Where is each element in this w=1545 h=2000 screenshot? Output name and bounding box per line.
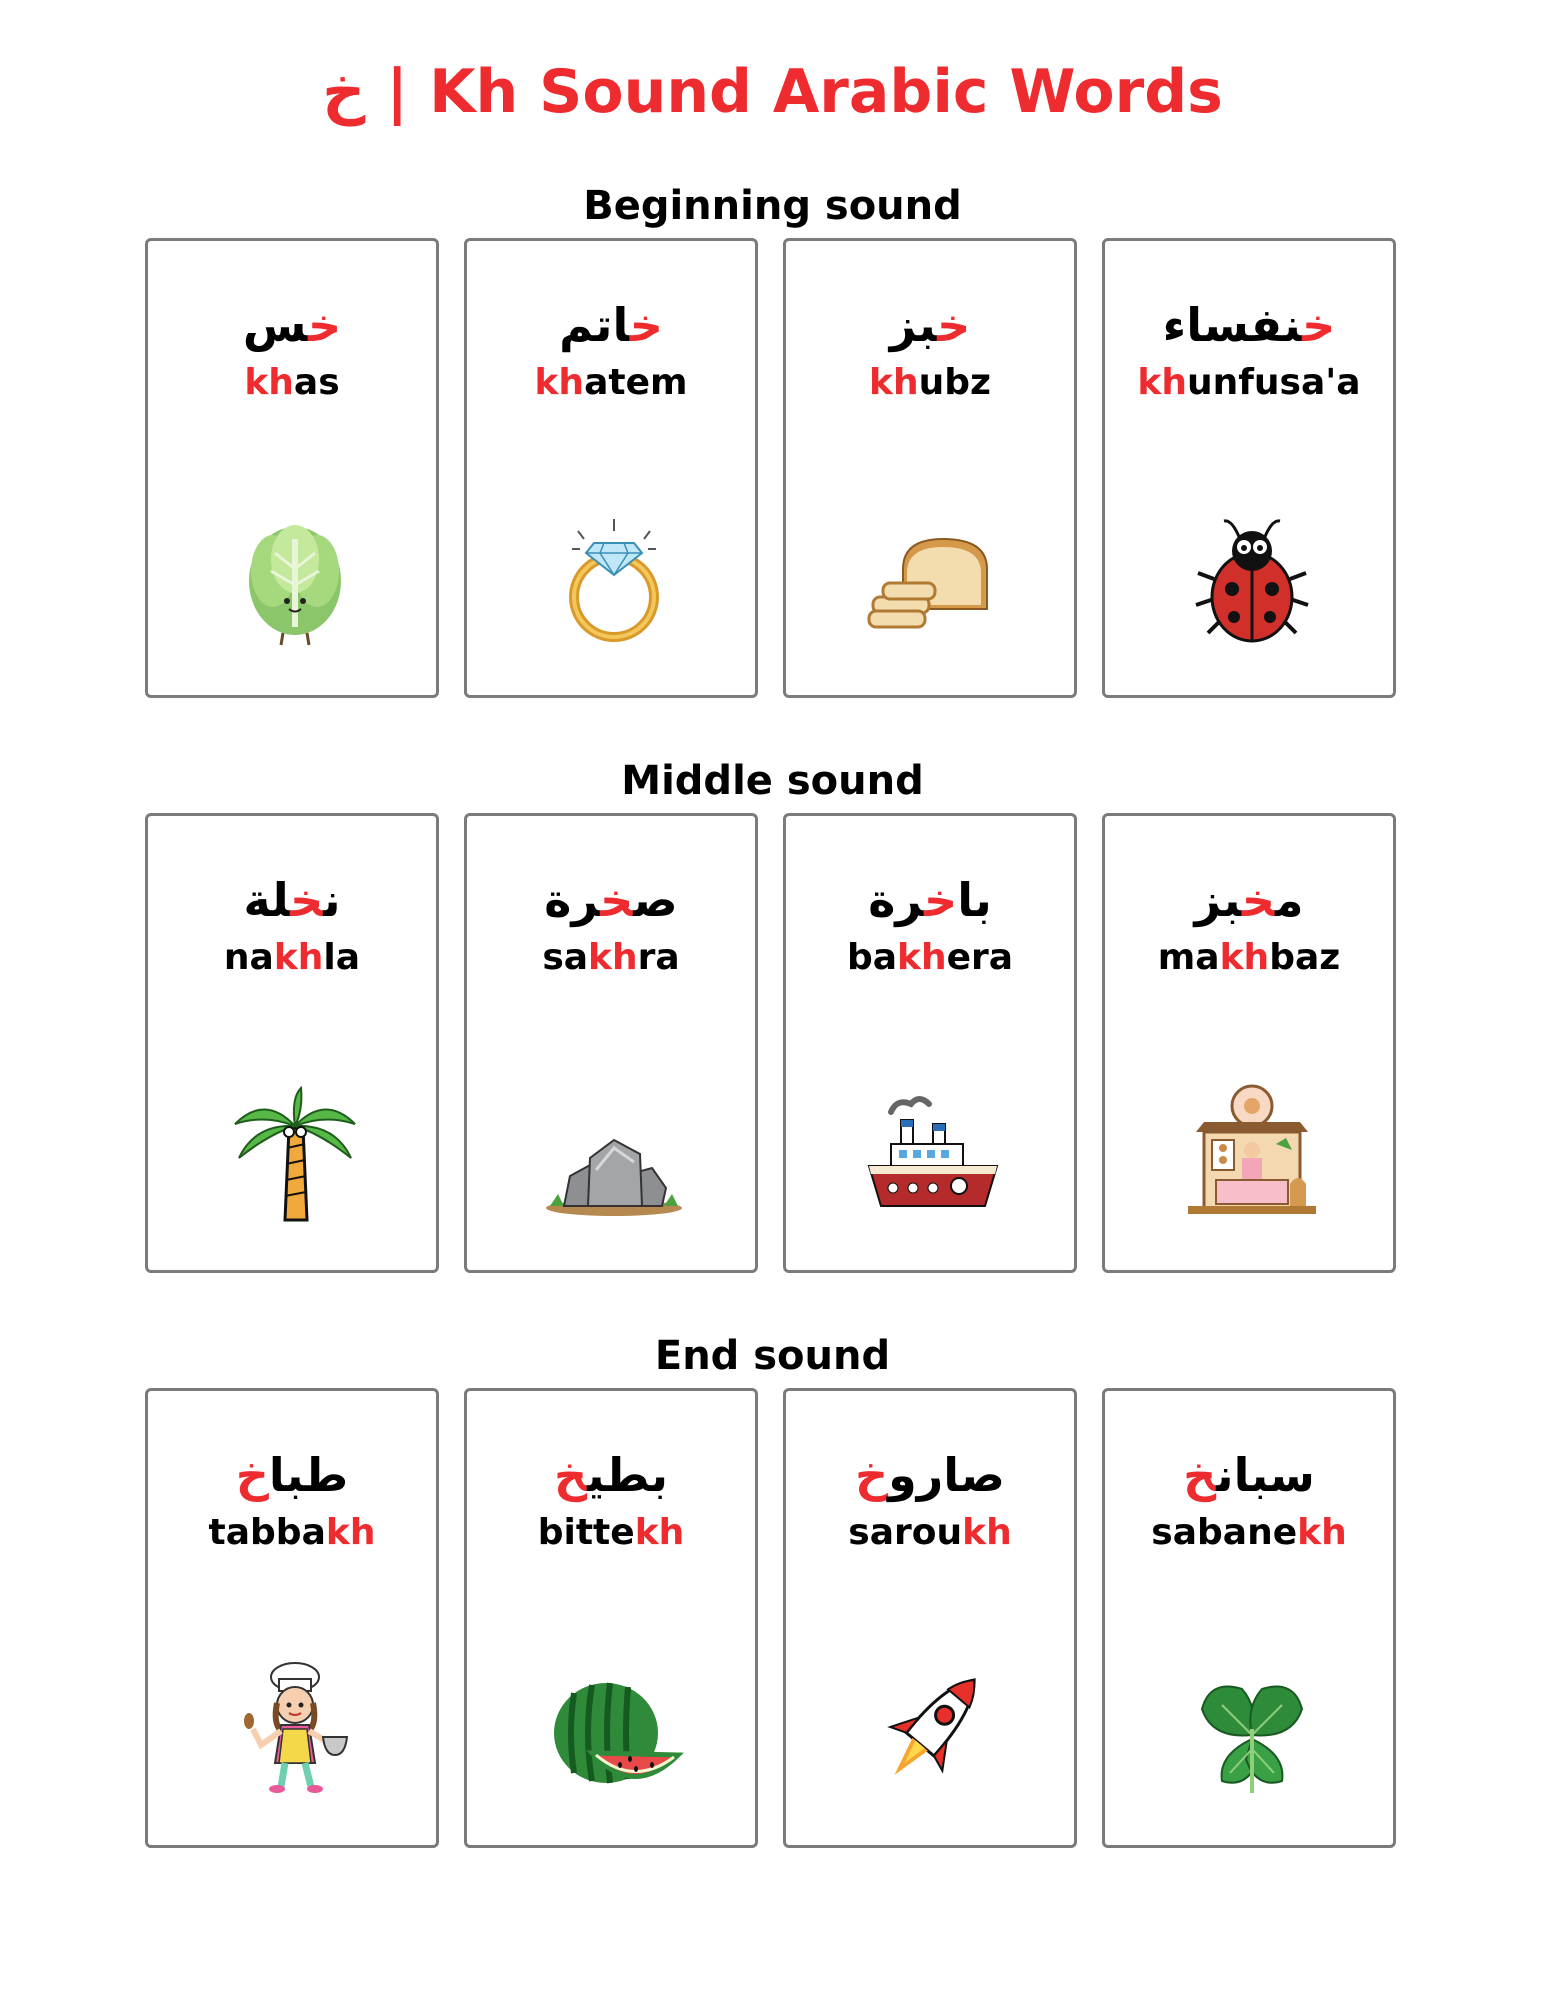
word-card bbox=[783, 238, 1077, 698]
word-card bbox=[1102, 238, 1396, 698]
translit-highlight: kh bbox=[962, 1512, 1012, 1553]
arabic-word bbox=[148, 1445, 436, 1505]
translit-before: tabba bbox=[208, 1512, 326, 1553]
chef-girl-icon bbox=[225, 1659, 365, 1799]
translit-after: ubz bbox=[918, 362, 991, 403]
arabic-highlight: خ bbox=[307, 298, 342, 352]
arabic-highlight: خ bbox=[924, 873, 958, 927]
transliteration bbox=[148, 1511, 436, 1555]
card-grid bbox=[145, 1388, 1405, 1854]
arabic-before: صارو bbox=[888, 1448, 1005, 1502]
transliteration bbox=[148, 361, 436, 405]
transliteration bbox=[1105, 936, 1393, 980]
translit-after: atem bbox=[584, 362, 688, 403]
transliteration bbox=[786, 936, 1074, 980]
arabic-highlight: خ bbox=[629, 298, 663, 352]
translit-highlight: kh bbox=[273, 937, 324, 978]
section-beginning-sound bbox=[0, 180, 1545, 403]
word-card bbox=[145, 1388, 439, 1848]
translit-highlight: kh bbox=[869, 362, 919, 403]
ring-icon bbox=[544, 509, 684, 649]
transliteration bbox=[148, 936, 436, 980]
arabic-highlight: خ bbox=[937, 298, 971, 352]
translit-after: as bbox=[293, 362, 340, 403]
card-grid bbox=[145, 813, 1405, 1279]
palm-tree-icon bbox=[225, 1084, 365, 1224]
arabic-highlight: خ bbox=[1302, 298, 1336, 352]
translit-before: bitte bbox=[537, 1512, 635, 1553]
arabic-highlight: خ bbox=[1183, 1448, 1217, 1502]
arabic-highlight: خ bbox=[290, 873, 324, 927]
translit-after: ra bbox=[637, 937, 680, 978]
translit-highlight: kh bbox=[1137, 362, 1187, 403]
arabic-word bbox=[467, 295, 755, 355]
transliteration bbox=[467, 1511, 755, 1555]
arabic-word bbox=[467, 870, 755, 930]
arabic-after: بز bbox=[1194, 873, 1242, 927]
translit-before: sa bbox=[542, 937, 589, 978]
lettuce-icon bbox=[225, 509, 365, 649]
translit-before: ma bbox=[1157, 937, 1220, 978]
word-card bbox=[464, 813, 758, 1273]
translit-highlight: kh bbox=[897, 937, 947, 978]
arabic-after: نفساء bbox=[1162, 298, 1303, 352]
translit-highlight: kh bbox=[1219, 937, 1270, 978]
section-heading: End sound bbox=[654, 1333, 891, 1379]
word-card bbox=[1102, 1388, 1396, 1848]
rocks-icon bbox=[544, 1084, 684, 1224]
transliteration bbox=[1105, 361, 1393, 405]
arabic-word bbox=[1105, 295, 1393, 355]
transliteration bbox=[786, 361, 1074, 405]
arabic-after: بز bbox=[889, 298, 938, 352]
arabic-word bbox=[148, 295, 436, 355]
word-card bbox=[464, 1388, 758, 1848]
word-card bbox=[1102, 813, 1396, 1273]
translit-highlight: kh bbox=[244, 362, 294, 403]
arabic-before: ن bbox=[323, 873, 341, 927]
section-heading: Middle sound bbox=[621, 758, 924, 804]
spinach-icon bbox=[1182, 1659, 1322, 1799]
arabic-after: لة bbox=[243, 873, 291, 927]
word-card bbox=[145, 813, 439, 1273]
arabic-highlight: خ bbox=[855, 1448, 889, 1502]
translit-before: sarou bbox=[848, 1512, 963, 1553]
bread-icon bbox=[863, 509, 1003, 649]
ship-icon bbox=[863, 1084, 1003, 1224]
section-end-sound bbox=[0, 1330, 1545, 1553]
watermelon-icon bbox=[544, 1659, 684, 1799]
word-card bbox=[783, 1388, 1077, 1848]
arabic-highlight: خ bbox=[1241, 873, 1276, 927]
translit-after: baz bbox=[1269, 937, 1341, 978]
arabic-word bbox=[1105, 870, 1393, 930]
word-card bbox=[783, 813, 1077, 1273]
arabic-highlight: خ bbox=[600, 873, 634, 927]
transliteration bbox=[467, 361, 755, 405]
arabic-after: س bbox=[242, 298, 308, 352]
arabic-highlight: خ bbox=[235, 1448, 269, 1502]
card-grid bbox=[145, 238, 1405, 704]
arabic-word bbox=[786, 870, 1074, 930]
translit-highlight: kh bbox=[534, 362, 585, 403]
translit-before: sabane bbox=[1151, 1512, 1298, 1553]
arabic-word bbox=[786, 295, 1074, 355]
transliteration bbox=[786, 1511, 1074, 1555]
arabic-before: ص bbox=[633, 873, 678, 927]
translit-after: unfusa'a bbox=[1186, 362, 1361, 403]
transliteration bbox=[1105, 1511, 1393, 1555]
translit-before: ba bbox=[846, 937, 897, 978]
translit-highlight: kh bbox=[325, 1512, 376, 1553]
word-card bbox=[145, 238, 439, 698]
arabic-before: با bbox=[957, 873, 992, 927]
arabic-before: بطي bbox=[587, 1448, 668, 1502]
arabic-before: م bbox=[1275, 873, 1304, 927]
arabic-after: اتم bbox=[559, 298, 630, 352]
rocket-icon bbox=[863, 1659, 1003, 1799]
translit-highlight: kh bbox=[634, 1512, 685, 1553]
transliteration bbox=[467, 936, 755, 980]
arabic-after: رة bbox=[868, 873, 925, 927]
section-middle-sound bbox=[0, 755, 1545, 978]
ladybug-icon bbox=[1182, 509, 1322, 649]
arabic-after: رة bbox=[544, 873, 601, 927]
translit-after: la bbox=[323, 937, 361, 978]
bakery-icon bbox=[1182, 1084, 1322, 1224]
translit-highlight: kh bbox=[588, 937, 638, 978]
page-title: خ | Kh Sound Arabic Words bbox=[322, 57, 1223, 127]
arabic-word bbox=[786, 1445, 1074, 1505]
translit-after: era bbox=[946, 937, 1014, 978]
section-heading: Beginning sound bbox=[583, 183, 962, 229]
translit-highlight: kh bbox=[1297, 1512, 1347, 1553]
arabic-before: سبان bbox=[1216, 1448, 1315, 1502]
arabic-before: طبا bbox=[268, 1448, 349, 1502]
arabic-word bbox=[148, 870, 436, 930]
word-card bbox=[464, 238, 758, 698]
translit-before: na bbox=[223, 937, 274, 978]
arabic-highlight: خ bbox=[553, 1448, 588, 1502]
arabic-word bbox=[467, 1445, 755, 1505]
arabic-word bbox=[1105, 1445, 1393, 1505]
